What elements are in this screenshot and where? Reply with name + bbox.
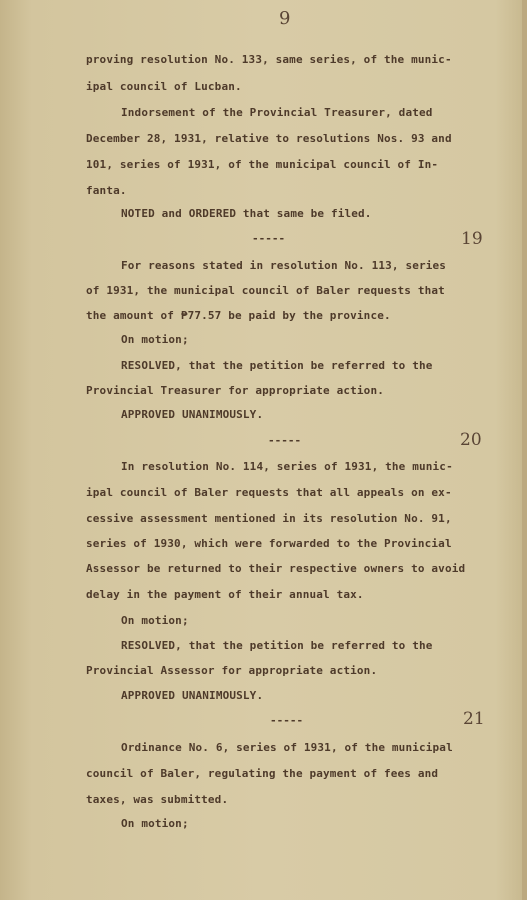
text-line: On motion; [121,614,189,627]
text-line: On motion; [121,333,189,346]
text-line: Provincial Assessor for appropriate action. [86,664,378,677]
section-number: 21 [463,709,485,729]
page-edge [522,0,527,900]
text-line: In resolution No. 114, series of 1931, the munic- [121,460,453,473]
text-line: Provincial Treasurer for appropriate action. [86,384,384,397]
text-line: APPROVED UNANIMOUSLY. [121,408,264,421]
text-line: ipal council of Baler requests that all appeals on ex- [86,486,452,499]
text-line: NOTED and ORDERED that same be filed. [121,207,372,220]
text-line: December 28, 1931, relative to resolutions Nos. 93 and [86,132,452,145]
text-line: delay in the payment of their annual tax. [86,588,364,601]
text-line: council of Baler, regulating the payment of fees and [86,767,439,780]
text-line: series of 1930, which were forwarded to the Provincial [86,537,452,550]
section-number: 19 [461,229,483,249]
text-line: Assessor be returned to their respective owners to avoid [86,562,466,575]
separator: ----- [270,714,304,727]
text-line: ipal council of Lucban. [86,80,242,93]
separator: ----- [252,232,286,245]
text-line: of 1931, the municipal council of Baler requests that [86,284,445,297]
section-number: 20 [460,430,482,450]
text-line: the amount of ₱77.57 be paid by the province. [86,309,391,322]
text-line: proving resolution No. 133, same series, of the munic- [86,53,452,66]
text-line: Ordinance No. 6, series of 1931, of the municipal [121,741,453,754]
separator: ----- [268,434,302,447]
page-number: 9 [279,8,291,29]
text-line: On motion; [121,817,189,830]
text-line: For reasons stated in resolution No. 113, series [121,259,447,272]
text-line: RESOLVED, that the petition be referred to the [121,359,433,372]
text-line: RESOLVED, that the petition be referred to the [121,639,433,652]
text-line: taxes, was submitted. [86,793,229,806]
text-line: 101, series of 1931, of the municipal council of In- [86,158,439,171]
text-line: fanta. [86,184,127,197]
text-line: Indorsement of the Provincial Treasurer, dated [121,106,433,119]
text-line: APPROVED UNANIMOUSLY. [121,689,264,702]
text-line: cessive assessment mentioned in its resolution No. 91, [86,512,452,525]
